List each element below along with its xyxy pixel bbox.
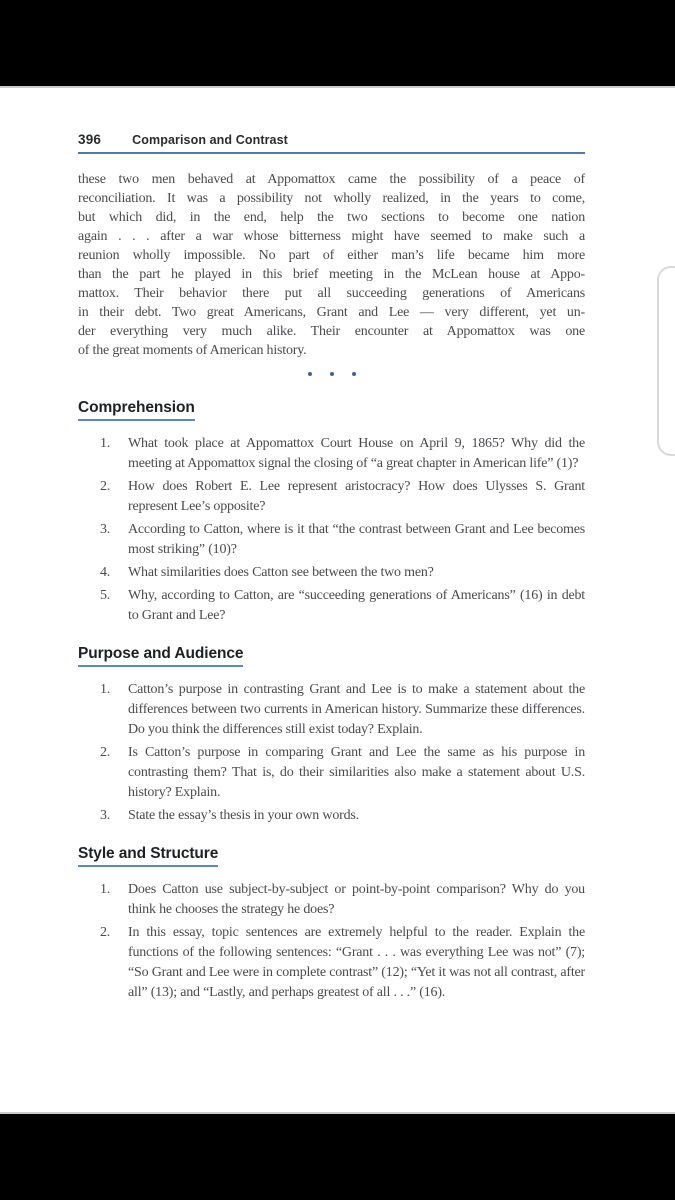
question-number: 3. bbox=[100, 522, 111, 537]
section-comprehension bbox=[78, 399, 585, 626]
question-text: What took place at Appomattox Court House on April 9, 1865? Why did the meeting at Appomattox signal the closing of “a great chapter in American life” (1)? bbox=[128, 436, 585, 471]
excerpt-paragraph bbox=[78, 170, 585, 360]
paragraph-line: der everything very much alike. Their encounter at Appomattox was one bbox=[78, 324, 585, 339]
question-item bbox=[78, 586, 585, 626]
question-text: Why, according to Catton, are “succeeding generations of Americans” (16) in debt to Grant and Lee? bbox=[128, 588, 585, 623]
question-number: 5. bbox=[100, 588, 111, 603]
question-item bbox=[78, 923, 585, 1003]
question-number: 2. bbox=[100, 479, 111, 494]
question-list bbox=[78, 680, 585, 826]
question-item bbox=[78, 680, 585, 740]
question-number: 1. bbox=[100, 682, 111, 697]
header-rule bbox=[78, 152, 585, 154]
question-number: 4. bbox=[100, 565, 111, 580]
paragraph-line: in their debt. Two great Americans, Grant and Lee — very different, yet un- bbox=[78, 305, 585, 320]
separator-dot bbox=[330, 372, 334, 376]
running-title: Comparison and Contrast bbox=[132, 133, 288, 147]
paragraph-line: reconciliation. It was a possibility not wholly realized, in the years to come, bbox=[78, 191, 585, 206]
question-item bbox=[78, 743, 585, 803]
scrollbar-thumb[interactable] bbox=[657, 266, 675, 456]
paragraph-line: reunion wholly impossible. No part of either man’s life became him more bbox=[78, 248, 585, 263]
paragraph-line: mattox. Their behavior there put all succeeding generations of Americans bbox=[78, 286, 585, 301]
question-number: 3. bbox=[100, 808, 111, 823]
question-number: 1. bbox=[100, 882, 111, 897]
question-item bbox=[78, 880, 585, 920]
paragraph-line: these two men behaved at Appomattox came the possibility of a peace of bbox=[78, 172, 585, 187]
question-item bbox=[78, 806, 585, 826]
section-style-and-structure bbox=[78, 845, 585, 1003]
separator-dot bbox=[308, 372, 312, 376]
page-number: 396 bbox=[78, 132, 102, 147]
question-number: 1. bbox=[100, 436, 111, 451]
question-text: In this essay, topic sentences are extremely helpful to the reader. Explain the functions of the following sentences: “Grant . . . was everything Lee was not” (7); “So Grant and Lee were in complete contrast” (12); “Yet it was not all contrast, after all” (13); and “Lastly, and perhaps greatest of all . . .” (16). bbox=[128, 925, 585, 1000]
section-title: Comprehension bbox=[78, 399, 585, 421]
book-page bbox=[0, 88, 675, 1112]
question-list bbox=[78, 880, 585, 1003]
bottom-letterbox-bar bbox=[0, 1112, 675, 1200]
question-text: Does Catton use subject-by-subject or point-by-point comparison? Why do you think he chooses the strategy he does? bbox=[128, 882, 585, 917]
running-head bbox=[78, 132, 585, 147]
separator-dot bbox=[352, 372, 356, 376]
dots-separator bbox=[78, 371, 585, 377]
question-item bbox=[78, 477, 585, 517]
question-item bbox=[78, 434, 585, 474]
question-number: 2. bbox=[100, 745, 111, 760]
question-item bbox=[78, 520, 585, 560]
question-text: What similarities does Catton see between the two men? bbox=[128, 565, 434, 580]
paragraph-line: than the part he played in this brief meeting in the McLean house at Appo- bbox=[78, 267, 585, 282]
question-number: 2. bbox=[100, 925, 111, 940]
question-text: State the essay’s thesis in your own words. bbox=[128, 808, 359, 823]
question-list bbox=[78, 434, 585, 626]
paragraph-line: but which did, in the end, help the two sections to become one nation bbox=[78, 210, 585, 225]
paragraph-line: of the great moments of American history. bbox=[78, 343, 307, 358]
question-text: How does Robert E. Lee represent aristocracy? How does Ulysses S. Grant represent Lee’s opposite? bbox=[128, 479, 585, 514]
section-purpose-and-audience bbox=[78, 645, 585, 826]
top-letterbox-bar bbox=[0, 0, 675, 88]
section-title: Style and Structure bbox=[78, 845, 585, 867]
question-text: Catton’s purpose in contrasting Grant and Lee is to make a statement about the differences between two currents in American history. Summarize these differences. Do you think the differences still exist today? Explain. bbox=[128, 682, 585, 737]
paragraph-line: again . . . after a war whose bitterness might have seemed to make such a bbox=[78, 229, 585, 244]
question-text: Is Catton’s purpose in comparing Grant and Lee the same as his purpose in contrasting them? That is, do their similarities also make a statement about U.S. history? Explain. bbox=[128, 745, 585, 800]
question-item bbox=[78, 563, 585, 583]
question-text: According to Catton, where is it that “the contrast between Grant and Lee becomes most striking” (10)? bbox=[128, 522, 585, 557]
section-title: Purpose and Audience bbox=[78, 645, 585, 667]
